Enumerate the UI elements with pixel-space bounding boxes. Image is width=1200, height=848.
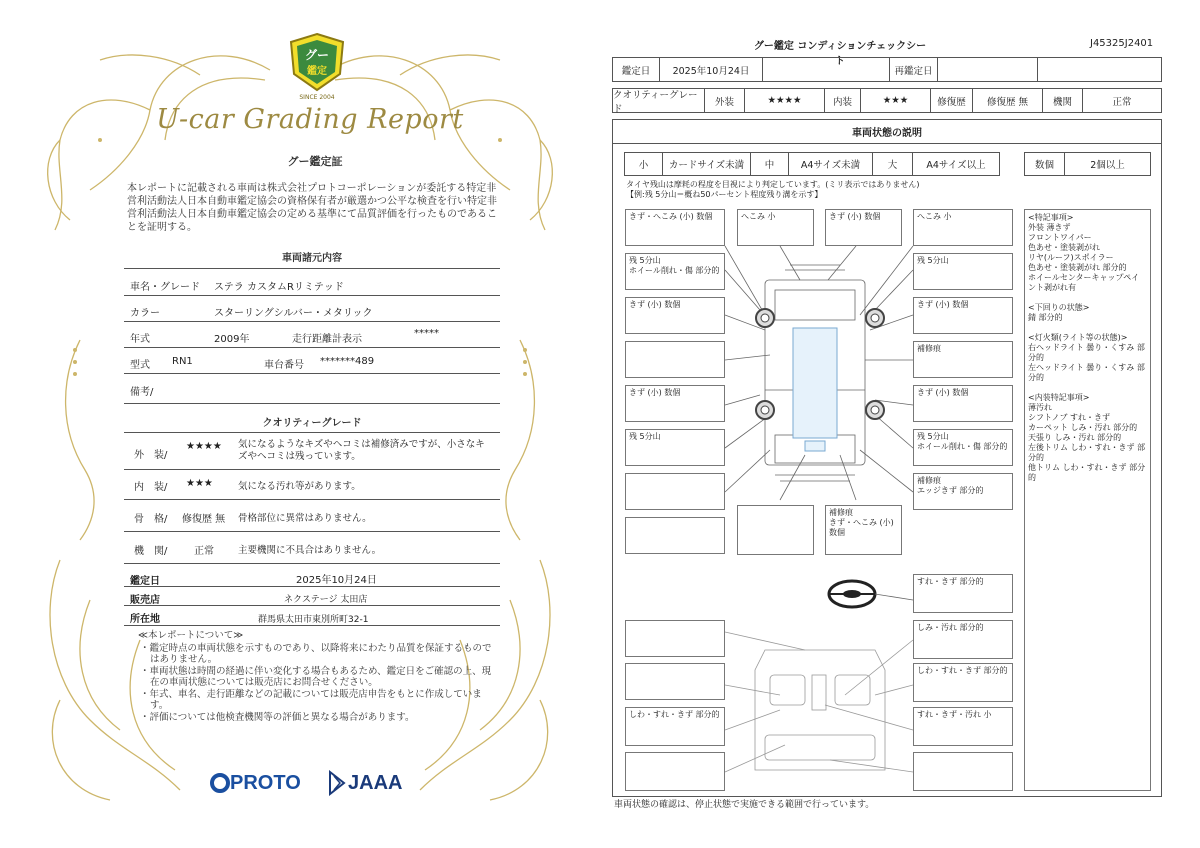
cond-box-steering: すれ・きず 部分的	[913, 574, 1013, 613]
repair-value: 修復歴 無	[973, 89, 1043, 112]
count-label: 数個	[1025, 153, 1065, 175]
color-value: スターリングシルバー・メタリック	[214, 308, 373, 319]
cond-box-right-2: 残 5分山	[913, 253, 1013, 290]
interior-stars: ★★★	[186, 478, 213, 489]
size-large: 大	[873, 153, 913, 175]
row-shop	[124, 587, 500, 606]
shop-label: 販売店	[130, 595, 160, 606]
note-item: ・車両状態は時間の経過に伴い変化する場合もあるため、鑑定日をご確認の上、現在の車両状態については販売店にお問合せください。	[140, 665, 492, 688]
grade-row	[612, 88, 1162, 113]
engine-value: 正常	[1112, 96, 1132, 108]
size-small: 小	[625, 153, 663, 175]
date-value: 2025年10月24日	[296, 575, 377, 586]
note-item: ・年式、車名、走行距離などの記載については販売店申告をもとに作成しています。	[140, 688, 482, 711]
interior-label: 内 装/	[134, 482, 168, 493]
count-desc: 2個以上	[1090, 160, 1125, 171]
ext-label: 外装	[705, 89, 745, 112]
cond-box-int-right-1: しみ・汚れ 部分的	[913, 620, 1013, 659]
name-label: 車名・グレード	[130, 282, 200, 293]
date-empty	[763, 58, 890, 81]
report-title: U-car Grading Report	[156, 104, 464, 135]
date-label: 鑑定日	[130, 576, 160, 587]
reinspect-label: 再鑑定日	[890, 58, 938, 81]
cond-box-int-left-2	[625, 663, 725, 700]
reinspect-empty	[1038, 58, 1161, 81]
condition-check-sheet	[600, 0, 1200, 848]
quality-heading: クオリティーグレード	[262, 418, 362, 429]
special-notes: <特記事項> 外装 薄きず フロントワイパー 色あせ・塗装剥がれ リヤ(ルーフ)スポイラー 色あせ・塗装剥がれ 部分的 ホイールセンターキャップペイント剥がれ有 <下回りの状態> 錆 部分的 <灯火類(ライト等の状態)> 右ヘッドライト 曇り・くすみ 部分的 左ヘッドライト 曇り・くすみ 部分的 <内装特記事項> 薄汚れ シフトノブ すれ・きず カーペット しみ・汚れ 部分的 天張り しみ・汚れ 部分的 左後トリム しわ・すれ・きず 部分的 他トリム しわ・すれ・きず 部分的	[1024, 209, 1151, 791]
cond-box-int-right-4	[913, 752, 1013, 791]
engine-value: 正常	[194, 546, 214, 557]
svg-text:グー: グー	[304, 48, 330, 62]
certificate-title: グー鑑定証	[287, 155, 343, 168]
row-remarks	[124, 374, 500, 404]
footer-logos	[210, 770, 430, 800]
state-heading: 車両状態の説明	[612, 119, 1162, 144]
interior-text: 気になる汚れ等があります。	[238, 481, 361, 492]
date-label: 鑑定日	[613, 58, 660, 81]
notes-title: ≪本レポートについて≫	[138, 630, 244, 641]
note-item: ・鑑定時点の車両状態を示すものであり、以降将来にわたり品質を保証するものではありません。	[140, 642, 492, 665]
grade-label: クオリティーグレード	[613, 89, 705, 112]
jaaa-logo-icon	[328, 770, 346, 796]
reinspect-value	[938, 58, 1038, 81]
row-exterior	[124, 434, 500, 470]
repair-label: 修復歴	[931, 89, 973, 112]
cond-box-right-3: きず (小) 数個	[913, 297, 1013, 334]
size-large-desc: A4サイズ以上	[926, 160, 986, 171]
cond-box-int-right-3: すれ・きず・汚れ 小	[913, 707, 1013, 746]
goo-kantei-badge-icon	[288, 32, 346, 94]
cond-box-right-7: 補修痕 エッジきず 部分的	[913, 473, 1013, 510]
row-date	[124, 566, 500, 587]
cond-box-right-6: 残 5分山 ホイール削れ・傷 部分的	[913, 429, 1013, 466]
exterior-label: 外 装/	[134, 450, 168, 461]
size-mid-desc: A4サイズ未満	[789, 153, 873, 175]
exterior-text: 気になるようなキズやヘコミは補修済みですが、小さなキズやヘコミは残っています。	[238, 439, 485, 462]
row-name	[124, 270, 500, 296]
cond-box-front-center-left: へこみ 小	[737, 209, 814, 246]
tire-note	[626, 180, 919, 200]
sheet-title: グー鑑定 コンディションチェックシート	[753, 41, 927, 67]
row-model	[124, 348, 500, 374]
mileage-value: *****	[414, 328, 439, 339]
sheet-id: J45325J2401	[1090, 38, 1154, 49]
cond-box-left-5: きず (小) 数個	[625, 385, 725, 422]
spec-divider	[124, 268, 500, 269]
row-year	[124, 322, 500, 348]
sheet-footer: 車両状態の確認は、停止状態で実施できる範囲で行っています。	[614, 800, 875, 810]
badge-subtext: SINCE 2004	[299, 94, 335, 101]
cond-box-rear-center-right: 補修痕 きず・へこみ (小) 数個	[825, 505, 902, 555]
quality-divider	[124, 432, 500, 433]
proto-logo: PROTO	[230, 772, 301, 794]
row-address	[124, 606, 500, 626]
model-label: 型式	[130, 360, 150, 371]
address-value: 群馬県太田市東別所町32-1	[258, 615, 369, 625]
cond-box-right-4: 補修痕	[913, 341, 1013, 378]
cond-box-front-center-right: きず (小) 数個	[825, 209, 902, 246]
report-notes	[138, 630, 498, 723]
row-engine	[124, 532, 500, 564]
cond-box-int-left-4	[625, 752, 725, 791]
ext-stars: ★★★★	[745, 89, 825, 112]
model-value: RN1	[172, 356, 193, 367]
address-label: 所在地	[130, 614, 160, 625]
cond-box-rear-center-left	[737, 505, 814, 555]
certificate-text: 本レポートに記載される車両は株式会社プロトコーポレーションが委託する特定非営利活動法人日本自動車鑑定協会の資格保有者が厳選かつ公平な検査を行い特定非営利活動法人日本自動車鑑定協会の定める基準にて品質評価を行ったものであることを証明する。	[127, 183, 497, 233]
int-label: 内装	[825, 89, 861, 112]
note-item: ・評価については他検査機関等の評価と異なる場合があります。	[140, 711, 415, 723]
frame-value: 修復歴 無	[182, 514, 226, 525]
color-label: カラー	[130, 308, 160, 319]
cond-box-front-left-top: きず・へこみ (小) 数個	[625, 209, 725, 246]
cond-box-int-right-2: しわ・すれ・きず 部分的	[913, 663, 1013, 702]
engine-label: 機 関/	[134, 546, 168, 557]
year-label: 年式	[130, 334, 150, 345]
int-stars: ★★★	[861, 89, 931, 112]
row-color	[124, 296, 500, 322]
row-interior	[124, 470, 500, 500]
cond-box-left-3: きず (小) 数個	[625, 297, 725, 334]
year-value: 2009年	[214, 334, 250, 345]
steering-wheel-icon	[829, 581, 875, 607]
cond-box-left-4	[625, 341, 725, 378]
engine-label: 機関	[1043, 89, 1083, 112]
remarks-label: 備考/	[130, 387, 154, 398]
cond-box-left-6: 残 5分山	[625, 429, 725, 466]
chassis-value: *******489	[320, 356, 375, 367]
svg-text:鑑定: 鑑定	[307, 66, 327, 77]
spec-heading: 車両諸元内容	[282, 253, 342, 264]
size-legend	[624, 152, 1000, 176]
engine-text: 主要機関に不具合はありません。	[238, 545, 382, 556]
row-frame	[124, 500, 500, 532]
size-small-desc: カードサイズ未満	[663, 153, 751, 175]
frame-label: 骨 格/	[134, 514, 168, 525]
cond-box-int-left-1	[625, 620, 725, 657]
shop-value: ネクステージ 太田店	[284, 595, 368, 605]
tire-note-line1: タイヤ残山は摩耗の程度を目視により判定しています。(ミリ表示ではありません)	[626, 180, 920, 189]
frame-text: 骨格部位に異常はありません。	[238, 513, 372, 524]
cond-box-left-2: 残 5分山 ホイール削れ・傷 部分的	[625, 253, 725, 290]
count-legend	[1024, 152, 1151, 176]
cond-box-left-8	[625, 517, 725, 554]
cond-box-right-5: きず (小) 数個	[913, 385, 1013, 422]
jaaa-logo: JAAA	[348, 772, 403, 794]
tire-note-line2: 【例:残 5分山＝概ね50パーセント程度残り溝を示す】	[626, 190, 823, 199]
name-value: ステラ カスタムRリミテッド	[214, 282, 344, 293]
date-value: 2025年10月24日	[660, 58, 763, 81]
chassis-label: 車台番号	[264, 360, 304, 371]
mileage-label: 走行距離計表示	[292, 334, 362, 345]
proto-logo-icon	[210, 772, 230, 794]
exterior-stars: ★★★★	[186, 441, 222, 452]
size-mid: 中	[751, 153, 789, 175]
cond-box-int-left-3: しわ・すれ・きず 部分的	[625, 707, 725, 746]
date-row	[612, 57, 1162, 82]
cond-box-front-right-top: へこみ 小	[913, 209, 1013, 246]
cond-box-left-7	[625, 473, 725, 510]
